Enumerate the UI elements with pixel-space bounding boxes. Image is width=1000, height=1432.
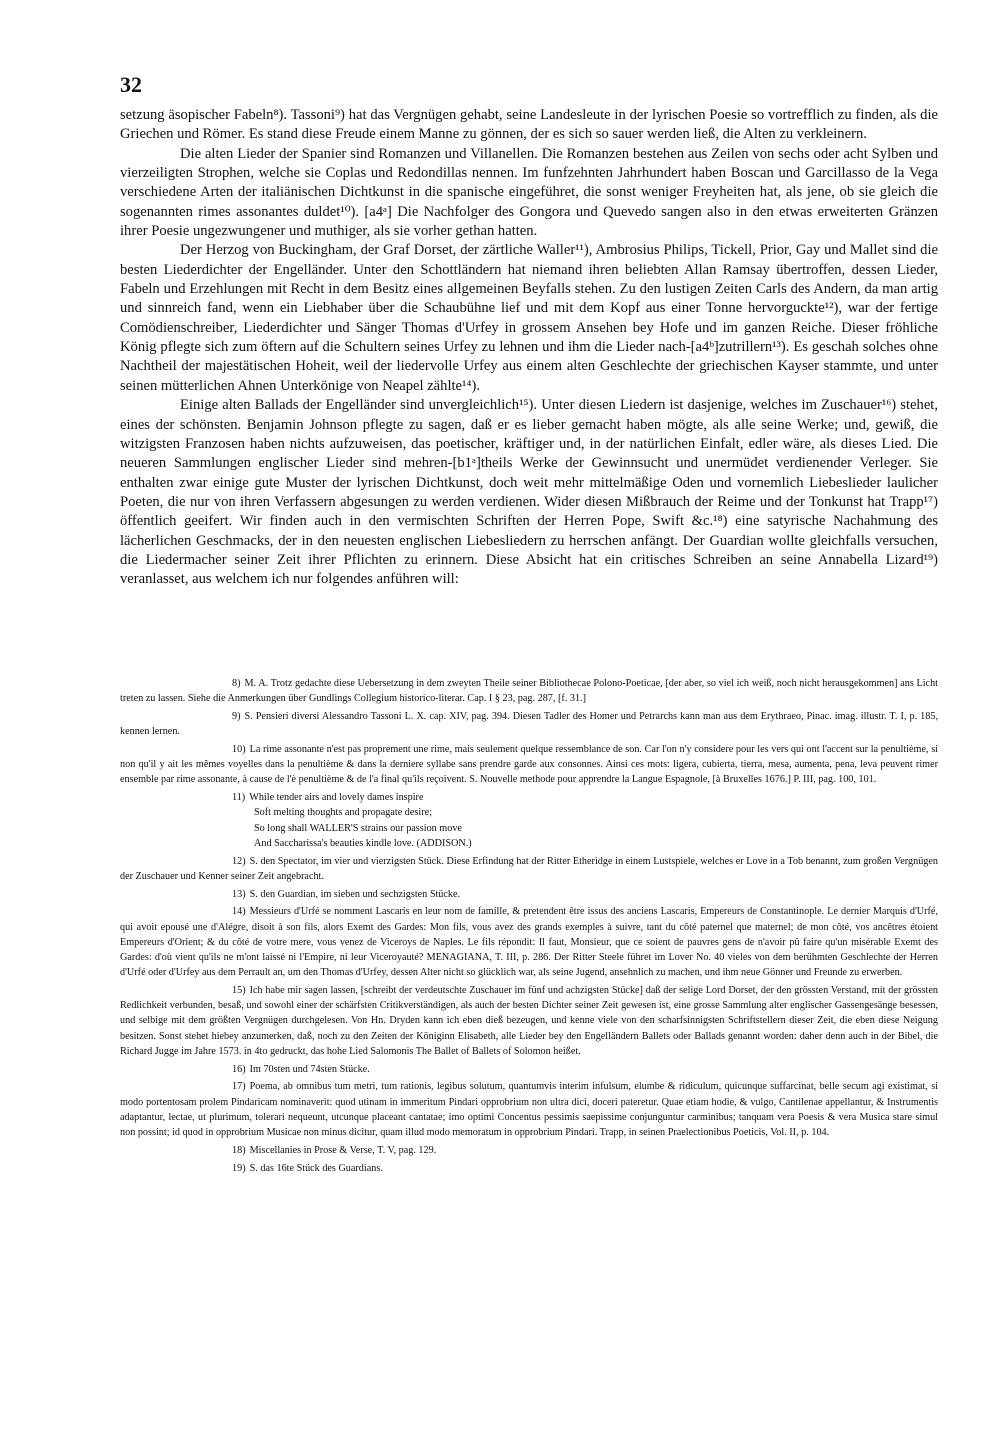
footnote (120, 854, 938, 884)
main-text (120, 106, 938, 590)
footnote-text: Miscellanies in Prose & Verse, T. V, pag. 129. (249, 1144, 437, 1156)
verse-block (120, 805, 938, 851)
footnote-number: 18) (232, 1144, 246, 1156)
footnote-number: 12) (232, 855, 246, 867)
footnote-text: M. A. Trotz gedachte diese Uebersetzung in dem zweyten Theile seiner Bibliothecae Polono-Poeticae, [der aber, so viel ich weiß, noch nicht herausgekommen] ans Licht treten zu lassen. Siehe die Anmerkungen über Gundlings Collegium historico-literar. Cap. I § 23, pag. 287, [f. 31.] (120, 678, 938, 705)
footnote-text: Im 70sten und 74sten Stücke. (249, 1063, 370, 1075)
footnote (120, 1062, 938, 1077)
footnote-number: 19) (232, 1162, 246, 1174)
paragraph: Der Herzog von Buckingham, der Graf Dorset, der zärtliche Waller¹¹), Ambrosius Philips, Tickell, Prior, Gay und Mallet sind die besten Liederdichter der Engelländer. Unter den Schottländern hat niemand ihren beliebten Allan Ramsay übertroffen, dessen Lieder, Fabeln und Erzehlungen mit Recht in dem Besitz eines allgemeinen Beyfalls stehen. Zu den lustigen Zeiten Carls des Andern, da man artig und sinnreich fand, wenn ein Liebhaber über die Schaubühne lief und mit dem Kopf aus einer Tonne hervorguckte¹²), war der fertige Comödienschreiber, Liederdichter und Sänger Thomas d'Urfey in grossem Ansehen bey Hofe und im ganzen Reiche. Dieser fröhliche König pflegte sich zum öftern auf die Schultern seines Urfey zu lehnen und ihm die Lieder nach-[a4ᵇ]zutrillern¹³). Es geschah solches ohne Nachtheil der majestätischen Hoheit, weil der liedervolle Urfey aus einem alten Geschlechte der griechischen Kayser stammte, und unter seinen mütterlichen Ahnen Unterkönige von Neapel zählte¹⁴). (120, 242, 938, 394)
footnote-number: 17) (232, 1081, 246, 1093)
verse-line: While tender airs and lovely dames inspire (249, 792, 424, 804)
footnote (120, 904, 938, 980)
footnote-text: S. den Guardian, im sieben und sechzigsten Stücke. (249, 888, 461, 900)
footnote (120, 742, 938, 788)
footnote (120, 1079, 938, 1140)
footnote-text: S. den Spectator, im vier und vierzigsten Stück. Diese Erfindung hat der Ritter Etheridge in einem Lustspiele, welches er Love in a Tob benannt, zum großen Vergnügen der Zuschauer und Kenner seiner Zeit angebracht. (120, 855, 938, 882)
footnote-number: 13) (232, 888, 246, 900)
footnote (120, 887, 938, 902)
footnote (120, 983, 938, 1059)
footnote (120, 1161, 938, 1176)
paragraph: Die alten Lieder der Spanier sind Romanzen und Villanellen. Die Romanzen bestehen aus Zeilen von sechs oder acht Sylben und vierzeiligten Strophen, welche sie Coplas und Redondillas nennen. Im funfzehnten Jahrhundert haben Boscan und Garcillasso de la Vega verschiedene Arten der italiänischen Dichtkunst in die spanische eingeführet, die sonst weniger Freyheiten hat, als jene, ob sie gleich die sogenannten rimes assonantes duldet¹⁰). [a4ᵃ] Die Nachfolger des Gongora und Quevedo sangen also in den etwas erweiterten Gränzen ihrer Poesie ungezwungener und muthiger, als sie vorher gethan hatten. (120, 145, 938, 240)
footnote-number: 15) (232, 985, 246, 997)
verse-line: And Saccharissa's beauties kindle love. (ADDISON.) (254, 837, 472, 849)
footnote (120, 676, 938, 706)
page-number: 32 (120, 72, 142, 97)
footnote-text: S. Pensieri diversi Alessandro Tassoni L. X. cap. XIV, pag. 394. Diesen Tadler des Homer und Petrarchs kann man aus dem Erythraeo, Pinac. imag. illustr. T. I, p. 185, kennen lernen. (120, 711, 938, 738)
footnote-number: 9) (232, 711, 241, 722)
verse-line: So long shall WALLER'S strains our passion move (254, 822, 462, 834)
footnote-number: 16) (232, 1063, 246, 1075)
footnote-number: 8) (232, 678, 241, 689)
footnote-text: Messieurs d'Urfé se nomment Lascaris en leur nom de famille, & pretendent être issus des anciens Lascaris, Empereurs de Constantinople. Le dernier Marquis d'Urfé, qui avoit epousé une d'Alégre, disoit à son fils, alors Exemt des Gardes: Mon fils, vous avez des grands exemples à suivre, tant du côté paternel que maternel; de mon côté, vos ancêtres étoient Empereurs d'Orient; & du côté de votre mere, vous venez de Viceroys de Naples. Le fils répondit: Il faut, Monsieur, que ce soient de pauvres gens de n'avoir pû faire qu'un misérable Exemt des Gardes: d'où vient qu'ils ne m'ont laissé ni l'Empire, ni leur Viceroyauté? MENAGIANA, T. III, p. 286. Der Ritter Steele führet im Lover No. 40 vieles von dem berühmten Geschlechte der Herren d'Urfé oder d'Urfey aus dem Perrault an, um den Thomas d'Urfey, dessen Alter nicht so glücklich war, als seine Jugend, ansehnlich zu machen, und ihm neue Gönner und Freunde zu erwerben. (120, 906, 938, 979)
footnotes (120, 676, 938, 1178)
footnote (120, 709, 938, 739)
footnote (120, 1143, 938, 1158)
footnote-text: Poema, ab omnibus tum metri, tum rationis, legibus solutum, quantumvis interim infulsum, elumbe & ridiculum, quicunque suffarcinat, belle secum agi existimat, si modo portentosam prolem Pindaricam nominaverit: quod utinam in immeritum Pindari opprobrium non ultra dici, doceri pateretur. Quae etiam hodie, & vulgo, Cantilenae appellantur, & Instrumentis adaptantur, lectae, ut plurimum, tolerari nequeunt, utcunque placeant cantatae; imo optimi Concentus pessimis saepissime conjunguntur carminibus; tanquam vera Poesis & vera Musica stare simul non possint; id quod in opprobrium Musicae non minus dicitur, quam illud modo memoratum in opprobrium Pindari. Trapp, in seinen Praelectionibus Poeticis, Vol. II, p. 104. (120, 1081, 938, 1139)
footnote-text: Ich habe mir sagen lassen, [schreibt der verdeutschte Zuschauer im fünf und achzigsten Stücke] daß der selige Lord Dorset, der den grössten Verstand, mit der grössten Redlichkeit verbunden, besaß, und sowohl einer der schärfsten Critikverständigen, als auch der besten Dichter seiner Zeit gewesen ist, eine grosse Sammlung alter englischer Gassengesänge besessen, und selbige mit dem größten Vergnügen durchgelesen. Von Hn. Dryden kann ich eben dieß bezeugen, und kenne viele von den scharfsinnigsten Schriftstellern dieser Zeit, die eben diese Neigung besitzen. Sonst stehet hiebey anzumerken, daß, noch zu den Zeiten der Königinn Elisabeth, alle Lieder bey den Engelländern Ballets oder Ballads genannt worden: daher denn auch in der Bibel, die Richard Jugge im Jahre 1573. in 4to gedruckt, das hohe Lied Salomonis The Ballet of Ballets of Solomon heißet. (120, 985, 938, 1057)
footnote-text: S. das 16te Stück des Guardians. (249, 1162, 383, 1174)
paragraph: Einige alten Ballads der Engelländer sind unvergleichlich¹⁵). Unter diesen Liedern ist dasjenige, welches im Zuschauer¹⁶) stehet, eines der schönsten. Benjamin Johnson pflegte zu sagen, daß er es lieber gemacht haben mögte, als alle seine Werke; und, gewiß, die witzigsten Franzosen haben nichts aufzuweisen, das poetischer, kräftiger und, in der natürlichen Einfalt, edler wäre, als dieses Lied. Die neueren Sammlungen englischer Lieder sind mehren-[b1ᵃ]theils Werke der Gewinnsucht und unermüdet verdienender Verleger. Sie enthalten zwar einige gute Muster der lyrischen Dichtkunst, doch weit mehr mittelmäßige Oden und vornemlich Liebeslieder laulicher Poeten, die nur von ihren Verfassern abgesungen zu werden verdienen. Wider diesen Mißbrauch der Reime und der Tonkunst hat Trapp¹⁷) öffentlich geeifert. Wir finden auch in den vermischten Schriften der Herren Pope, Swift &c.¹⁸) eine satyrische Nachahmung des lächerlichen Geschmacks, der in den neuesten englischen Liebesliedern zu herrschen anfängt. Der Guardian wollte gleichfalls versuchen, die Liedermacher seiner Zeit ihrer Pflichten zu erinnern. Diese Absicht hat ein critisches Schreiben an seine Annabella Lizard¹⁹) veranlasset, aus welchem ich nur folgendes anführen will: (120, 397, 938, 588)
footnote-number: 11) (232, 792, 246, 804)
verse-line: Soft melting thoughts and propagate desire; (254, 807, 432, 819)
footnote-text: La rime assonante n'est pas proprement une rime, mais seulement quelque ressemblance de son. Car l'on n'y considere pour les vers qui ont l'accent sur la penultième, si non qu'il y ait les mêmes voyelles dans la penultième & dans la derniere syllabe sans prendre garde aux consonnes. Ainsi ces mots: ligera, cubierta, tierra, mesa, aumenta, pena, leva peuvent rimer ensemble par rime assonante, à cause de l'è penultième & de l'a final qu'ils reçoivent. S. Nouvelle methode pour apprendre la Langue Espagnole, [à Bruxelles 1676.] P. III, pag. 100, 101. (120, 744, 938, 786)
footnote-number: 14) (232, 906, 246, 918)
footnote-number: 10) (232, 744, 246, 755)
footnote-verse (120, 790, 938, 851)
paragraph: setzung äsopischer Fabeln⁸). Tassoni⁹) hat das Vergnügen gehabt, seine Landesleute in der lyrischen Poesie so vortrefflich zu finden, als die Griechen und Römer. Es stand diese Freude einem Manne zu gönnen, der es sich so sauer werden ließ, die Alten zu verkleinern. (120, 107, 938, 143)
